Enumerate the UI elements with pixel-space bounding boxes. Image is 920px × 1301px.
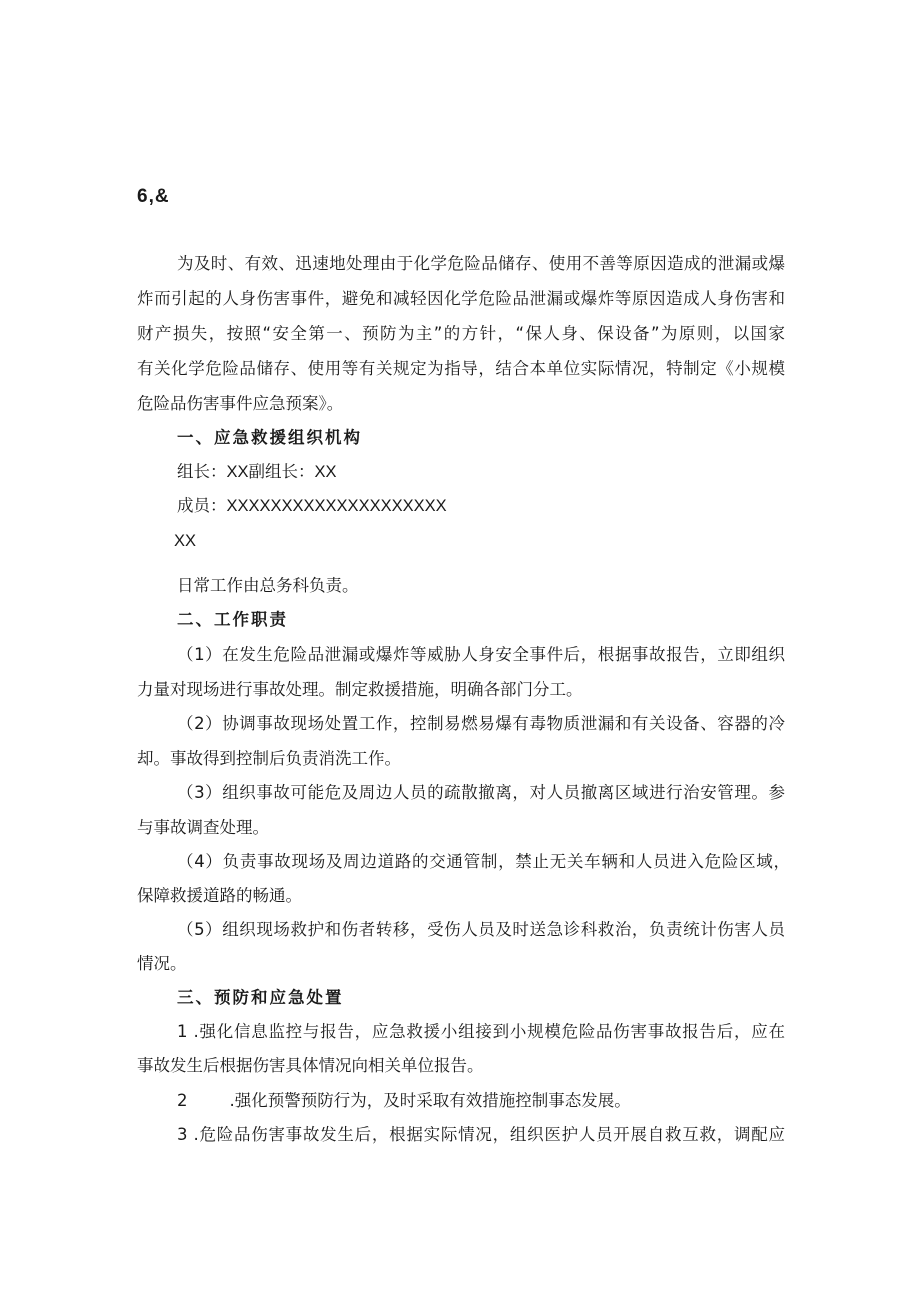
section-3-title: 三、预防和应急处置 [177,988,344,1007]
duty-5-line-1: （5）组织现场救护和伤者转移，受伤人员及时送急诊科救治，负责统计伤害人员 [177,920,785,939]
duty-4-line-2: 保障救援道路的畅通。 [137,886,302,905]
measure-3-line-1: 3 .危险品伤害事故发生后，根据实际情况，组织医护人员开展自救互救，调配应 [177,1125,785,1144]
intro-line-3: 财产损失，按照“安全第一、预防为主”的方针，“保人身、保设备”为原则，以国家 [137,324,785,343]
section-1-title: 一、应急救援组织机构 [177,428,362,447]
measure-1-line-2: 事故发生后根据伤害具体情况向相关单位报告。 [137,1056,484,1075]
duty-4-line-1: （4）负责事故现场及周边道路的交通管制，禁止无关车辆和人员进入危险区域， [177,852,790,871]
duty-2-line-2: 却。事故得到控制后负责消洗工作。 [137,749,401,768]
document-code: 6,& [137,186,170,207]
duty-3-line-1: （3）组织事故可能危及周边人员的疏散撤离，对人员撤离区域进行治安管理。参 [177,783,785,802]
intro-line-1: 为及时、有效、迅速地处理由于化学危险品储存、使用不善等原因造成的泄漏或爆 [177,254,785,273]
intro-line-4: 有关化学危险品储存、使用等有关规定为指导，结合本单位实际情况，特制定《小规模 [137,359,785,378]
section-1-daily: 日常工作由总务科负责。 [177,576,359,595]
duty-3-line-2: 与事故调查处理。 [137,818,269,837]
duty-1-line-1: （1）在发生危险品泄漏或爆炸等威胁人身安全事件后，根据事故报告，立即组织 [177,645,785,664]
measure-1-line-1: 1 .强化信息监控与报告，应急救援小组接到小规模危险品伤害事故报告后，应在 [177,1022,785,1041]
intro-line-5: 危险品伤害事件应急预案》。 [137,394,344,413]
duty-2-line-1: （2）协调事故现场处置工作，控制易燃易爆有毒物质泄漏和有关设备、容器的冷 [177,714,785,733]
section-1-leader: 组长：XX副组长：XX [177,463,337,481]
measure-2-line-1: 2 .强化预警预防行为，及时采取有效措施控制事态发展。 [177,1091,631,1110]
section-2-title: 二、工作职责 [177,610,288,629]
intro-line-2: 炸而引起的人身伤害事件，避免和减轻因化学危险品泄漏或爆炸等原因造成人身伤害和 [137,289,785,308]
duty-5-line-2: 情况。 [137,954,187,973]
duty-1-line-2: 力量对现场进行事故处理。制定救援措施，明确各部门分工。 [137,680,583,699]
section-1-members: 成员：XXXXXXXXXXXXXXXXXXXX [177,497,447,515]
section-1-members-cont: XX [174,532,197,550]
